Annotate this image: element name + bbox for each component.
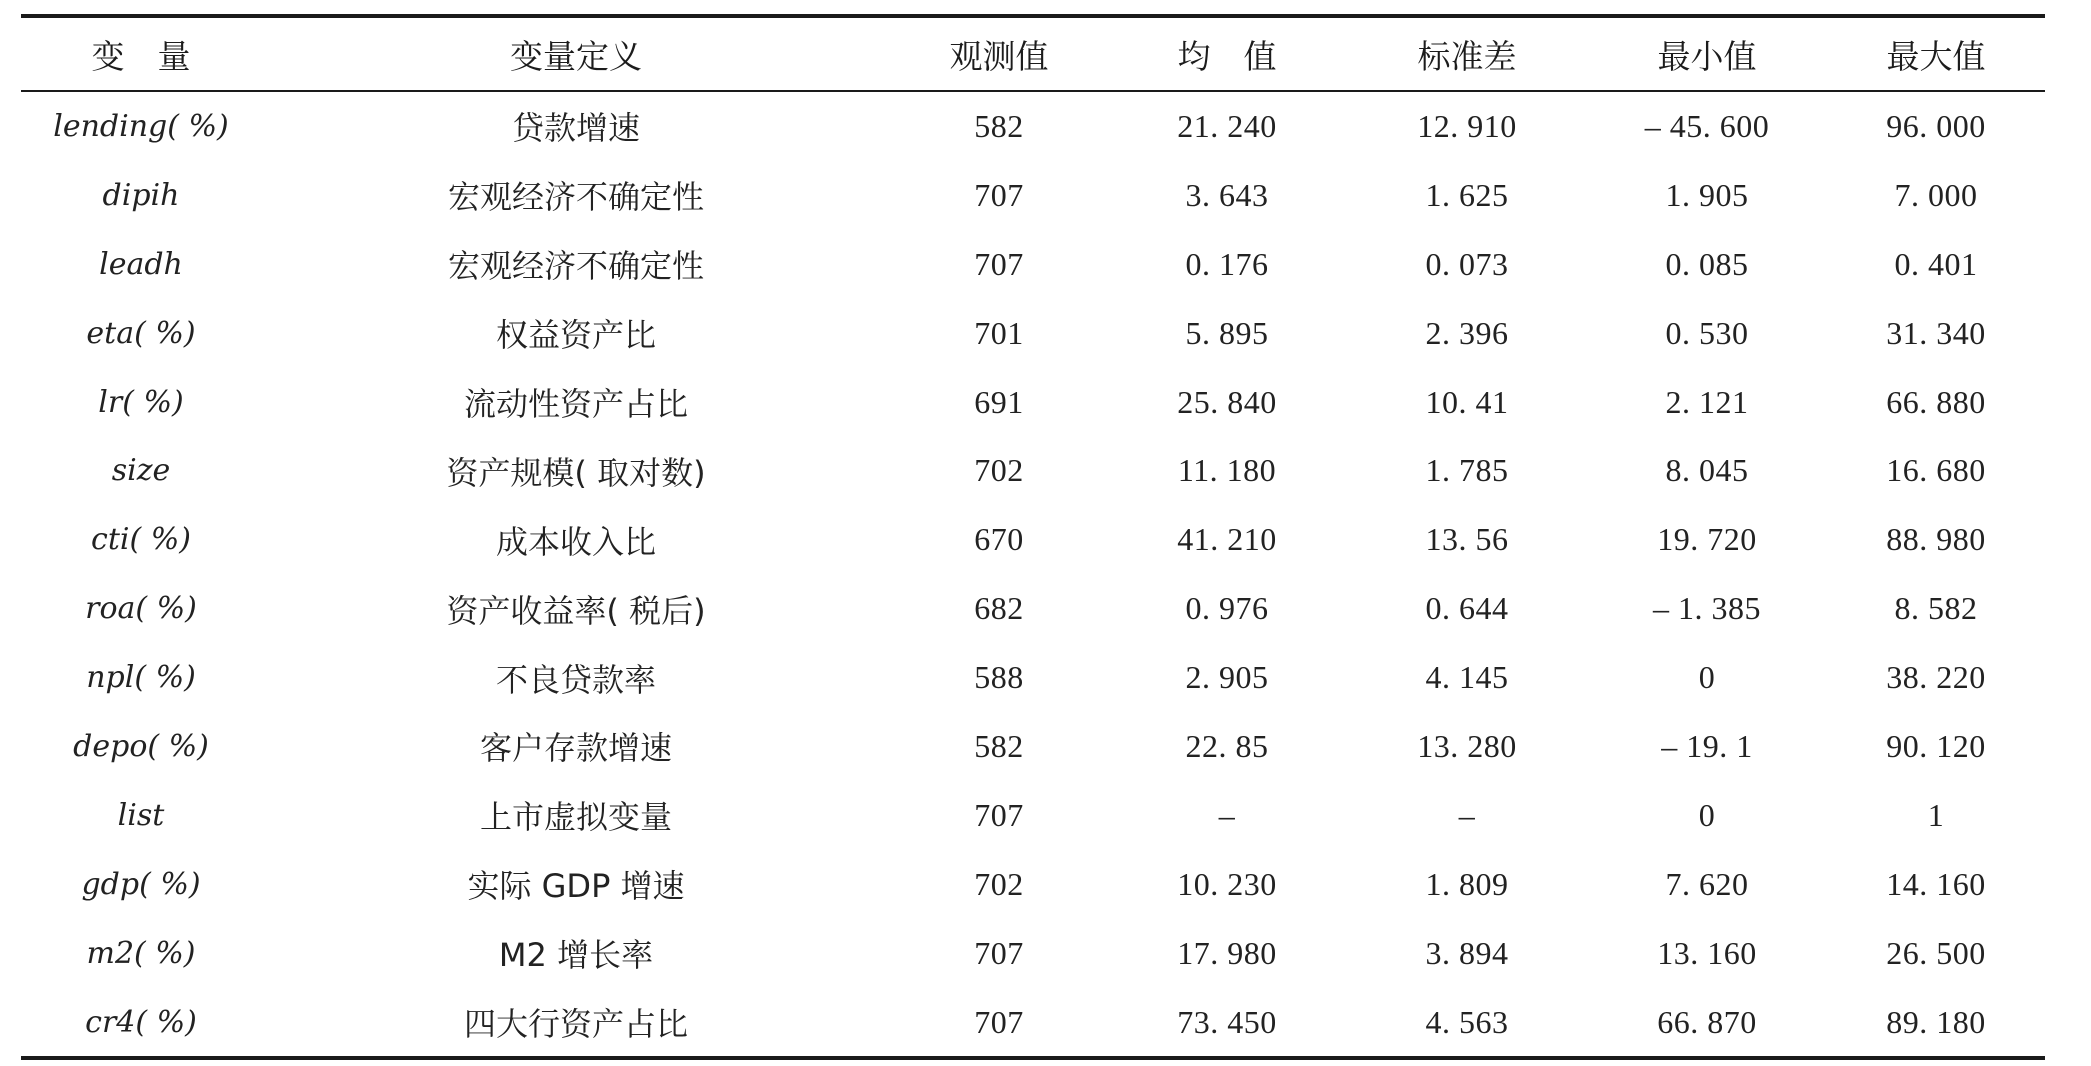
cell-mean: 21. 240 [1177,107,1277,144]
cell-std: 2. 396 [1425,314,1509,351]
cell-max: 26. 500 [1886,934,1986,971]
cell-std: 3. 894 [1425,934,1509,971]
cell-mean: 2. 905 [1185,659,1269,696]
cell-max: 7. 000 [1894,176,1978,213]
cell-mean: 22. 85 [1185,727,1269,764]
cell-std: 13. 280 [1417,727,1517,764]
cell-variable [21,936,261,971]
cell-max: 88. 980 [1886,521,1986,558]
table-row [21,368,2045,437]
cell-variable [21,591,261,626]
header-mean: 均 值 [1177,36,1277,76]
cell-max: 38. 220 [1886,659,1986,696]
variable-name: roa( %) [85,591,197,627]
cell-min: 19. 720 [1657,521,1757,558]
cell-max: 90. 120 [1886,727,1986,764]
cell-min: 2. 121 [1665,383,1749,420]
header-max: 最大值 [1886,36,1986,76]
cell-definition: 宏观经济不确定性 [447,247,704,286]
cell-definition: 四大行资产占比 [463,1005,688,1044]
cell-min: 0. 530 [1665,314,1749,351]
cell-max: 16. 680 [1886,452,1986,489]
cell-std: 13. 56 [1425,521,1509,558]
cell-min: 0 [1698,796,1716,833]
cell-mean: 0. 976 [1185,590,1269,627]
cell-max: 89. 180 [1886,1003,1986,1040]
cell-variable [21,729,261,764]
cell-mean: 25. 840 [1177,383,1277,420]
variable-name: list [117,797,165,833]
table-row [21,505,2045,574]
cell-min: 0. 085 [1665,245,1749,282]
cell-definition: 资产规模( 取对数) [446,453,706,492]
cell-mean: 10. 230 [1177,865,1277,902]
cell-observations: 701 [974,314,1024,351]
header-std: 标准差 [1417,36,1517,76]
table-row [21,988,2045,1057]
cell-observations: 702 [974,452,1024,489]
table-row [21,436,2045,505]
cell-definition: 贷款增速 [511,109,640,148]
cell-definition: 不良贷款率 [495,660,656,699]
cell-min: 13. 160 [1657,934,1757,971]
cell-observations: 707 [974,934,1024,971]
variable-name: cti( %) [91,522,191,558]
variable-name: m2( %) [86,935,196,971]
header-variable: 变 量 [91,36,191,76]
cell-observations: 707 [974,796,1024,833]
cell-observations: 702 [974,865,1024,902]
variable-name: gdp( %) [81,866,201,902]
table-row [21,850,2045,919]
cell-variable [21,178,261,213]
cell-definition: 资产收益率( 税后) [446,591,706,630]
cell-std: 0. 073 [1425,245,1509,282]
cell-variable [21,247,261,282]
cell-observations: 682 [974,590,1024,627]
cell-definition: 实际 GDP 增速 [467,867,685,906]
variable-name: dipih [102,177,180,213]
table-row [21,230,2045,299]
cell-variable [21,316,261,351]
cell-max: 1 [1927,796,1945,833]
cell-min: 7. 620 [1665,865,1749,902]
cell-std: 12. 910 [1417,107,1517,144]
cell-observations: 707 [974,245,1024,282]
cell-definition: 上市虚拟变量 [479,798,672,837]
cell-variable [21,867,261,902]
cell-definition: 客户存款增速 [479,729,672,768]
header-min: 最小值 [1657,36,1757,76]
cell-min: – 1. 385 [1653,590,1761,627]
table-row [21,712,2045,781]
cell-std: 1. 785 [1425,452,1509,489]
cell-definition: 成本收入比 [495,522,656,561]
cell-min: 1. 905 [1665,176,1749,213]
cell-min: 66. 870 [1657,1003,1757,1040]
cell-mean: 3. 643 [1185,176,1269,213]
variable-name: size [111,453,171,489]
statistics-table [21,14,2045,1060]
cell-variable [21,453,261,488]
cell-variable [21,660,261,695]
cell-mean: 17. 980 [1177,934,1277,971]
cell-max: 31. 340 [1886,314,1986,351]
cell-std: 4. 563 [1425,1003,1509,1040]
cell-mean: 73. 450 [1177,1003,1277,1040]
cell-variable [21,1005,261,1040]
cell-observations: 582 [974,107,1024,144]
table-body [21,92,2045,1056]
cell-mean: 5. 895 [1185,314,1269,351]
cell-max: 14. 160 [1886,865,1986,902]
table-row [21,919,2045,988]
table-row [21,781,2045,850]
header-row [21,18,2045,90]
cell-std: 1. 809 [1425,865,1509,902]
cell-mean: 0. 176 [1185,245,1269,282]
cell-min: 0 [1698,659,1716,696]
cell-variable [21,385,261,420]
table-row [21,92,2045,161]
cell-observations: 691 [974,383,1024,420]
table-row [21,299,2045,368]
cell-mean: 41. 210 [1177,521,1277,558]
cell-definition: 流动性资产占比 [463,385,688,423]
cell-observations: 707 [974,176,1024,213]
variable-name: depo( %) [73,728,209,764]
variable-name: leadh [99,246,183,282]
cell-mean: 11. 180 [1177,452,1277,489]
header-definition: 变量定义 [510,36,642,76]
cell-definition: 权益资产比 [495,316,656,355]
cell-observations: 707 [974,1003,1024,1040]
variable-name: eta( %) [86,315,196,351]
cell-std: – [1458,796,1476,833]
cell-std: 0. 644 [1425,590,1509,627]
cell-std: 10. 41 [1425,383,1509,420]
cell-max: 0. 401 [1894,245,1978,282]
table-row [21,574,2045,643]
cell-variable [21,522,261,557]
cell-observations: 582 [974,727,1024,764]
cell-observations: 588 [974,659,1024,696]
cell-max: 8. 582 [1894,590,1978,627]
table-row [21,161,2045,230]
cell-mean: – [1218,796,1236,833]
variable-name: npl( %) [86,660,196,696]
cell-min: 8. 045 [1665,452,1749,489]
cell-max: 96. 000 [1886,107,1986,144]
cell-min: – 19. 1 [1661,727,1753,764]
variable-name: lending( %) [53,108,229,144]
variable-name: lr( %) [98,384,184,420]
cell-std: 1. 625 [1425,176,1509,213]
header-observations: 观测值 [949,36,1049,76]
cell-std: 4. 145 [1425,659,1509,696]
variable-name: cr4( %) [85,1004,197,1040]
cell-min: – 45. 600 [1644,107,1770,144]
cell-definition: M2 增长率 [498,936,654,975]
cell-variable [21,109,261,144]
cell-variable [21,798,261,833]
cell-definition: 宏观经济不确定性 [447,178,704,217]
cell-observations: 670 [974,521,1024,558]
cell-max: 66. 880 [1886,383,1986,420]
table-row [21,643,2045,712]
bottom-rule [21,1056,2045,1060]
